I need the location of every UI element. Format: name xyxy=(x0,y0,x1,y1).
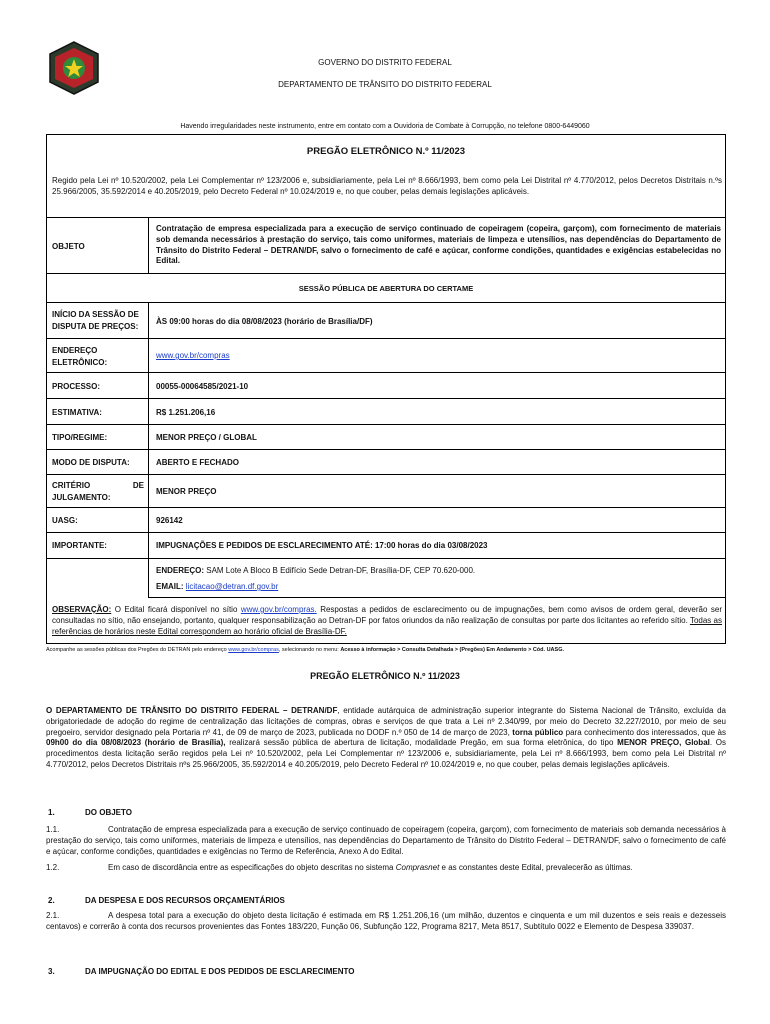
footnote-b: , selecionando no menu: xyxy=(278,647,341,653)
row-label-cell xyxy=(46,424,149,450)
section-1-2-text-b: e as constantes deste Edital, prevalecerão as últimas. xyxy=(439,863,633,872)
row-label: PROCESSO: xyxy=(52,382,101,391)
intro-bold-4: MENOR PREÇO, Global xyxy=(617,738,710,748)
row-value: ABERTO E FECHADO xyxy=(156,458,239,467)
footnote-c: Acesso à informação > Consulta Detalhada > (Pregões) Em Andamento > Cód. UASG. xyxy=(340,647,564,653)
row-value-cell xyxy=(148,449,726,475)
endereco-label: ENDEREÇO: xyxy=(156,566,205,575)
row-label: INÍCIO DA SESSÃO DE DISPUTA DE PREÇOS: xyxy=(52,310,139,331)
footnote xyxy=(46,647,726,653)
section-2-1-text: A despesa total para a execução do objeto desta licitação é estimada em R$ 1.251.206,16 (um milhão, duzentos e cinquenta e um mil duzentos e seis reais e dezesseis centavos) e correrão à conta dos recursos provenientes das Fontes 183/220, Função 06, Subfunção 122, Programa 8217, Meta 8517, Subtítulo 0022 e Elemento de Despesa 339037. xyxy=(46,911,726,931)
row-label: IMPORTANTE: xyxy=(52,541,107,550)
row-value-cell xyxy=(148,372,726,399)
section-2-number: 2. xyxy=(48,896,55,905)
row-value: MENOR PREÇO xyxy=(156,487,217,496)
email-link[interactable]: licitacao@detran.df.gov.br xyxy=(185,582,279,591)
intro-bold-1: O DEPARTAMENTO DE TRÂNSITO DO DISTRITO FEDERAL – DETRAN/DF xyxy=(46,706,338,715)
objeto-text-cell xyxy=(148,217,726,274)
row-label-cell xyxy=(46,338,149,373)
section-1-1-text: Contratação de empresa especializada para a execução de serviço continuado de copeiragem (copeira, garçom), com fornecimento de materiais sob demanda necessários à prestação do serviço, tais como uniformes, materiais de limpeza e utensílios, nas dependências do Departamento de Trânsito do Distrito Federal – DETRAN/DF, salvo o fornecimento de café e açúcar, conforme condições, quantidades e exigências no Termo de Referência, Anexo A do Edital. xyxy=(46,825,726,856)
section-1-1 xyxy=(46,825,726,857)
intro-bold-3: 09h00 do dia 08/08/2023 (horário de Brasília), xyxy=(46,738,226,748)
obs-text-1: O Edital ficará disponível no sítio xyxy=(111,605,241,614)
sessao-title: SESSÃO PÚBLICA DE ABERTURA DO CERTAME xyxy=(298,284,474,293)
row-value: 00055-00064585/2021-10 xyxy=(156,382,249,391)
email-label: EMAIL: xyxy=(156,582,184,591)
section-1-2-text-a: Em caso de discordância entre as especificações do objeto descritas no sistema xyxy=(108,863,396,872)
section-2-title: DA DESPESA E DOS RECURSOS ORÇAMENTÁRIOS xyxy=(85,896,285,905)
section-1-1-number: 1.1. xyxy=(46,825,60,834)
section-3-title: DA IMPUGNAÇÃO DO EDITAL E DOS PEDIDOS DE ESCLARECIMENTO xyxy=(85,967,355,976)
contact-cell xyxy=(148,558,726,598)
section-1-2 xyxy=(108,863,633,872)
intro-paragraph xyxy=(46,706,726,771)
row-value: IMPUGNAÇÕES E PEDIDOS DE ESCLARECIMENTO ATÉ: 17:00 horas do dia 03/08/2023 xyxy=(156,541,488,550)
endereco-value: SAM Lote A Bloco B Edifício Sede Detran-DF, Brasília-DF, CEP 70.620-000. xyxy=(206,566,476,575)
objeto-text: Contratação de empresa especializada para a execução de serviço continuado de copeiragem (copeira, garçom), com fornecimento de materiais sob demanda necessários à prestação do serviço, tais como uniformes, materiais de limpeza e utensílios, nas dependências do Departamento de Trânsito do Distrito Federal – DETRAN/DF, salvo o fornecimento de café e açúcar, conforme condições, quantidades e exigências estabelecidas no Edital. xyxy=(156,224,721,266)
intro-text-a: , entidade autárquica de administração superior integrante do Sistema Nacional de Trânsito, excluída da obrigatoriedade de adoção do regime de centralização das licitações de compras, obras e serviços de que trata a Lei nº 2.340/99, por meio do Decreto 32.227/2010, por meio de seu pregoeiro, servidor designado pela Portaria nº 41, de 09 de março de 2023, publicada no DODF n.º 050 de 14 de março de 2023, xyxy=(46,706,726,737)
row-label-cell xyxy=(46,372,149,399)
regido-text: Regido pela Lei nº 10.520/2002, pela Lei Complementar nº 123/2006 e, subsidiariamente, pela Lei nº 8.666/1993, bem como pela Lei Distrital nº 4.770/2012, pelos Decretos Distritais n.ºs 25.966/2005, 35.592/2014 e 40.205/2019, pelo Decreto Federal nº 10.024/2019 e, no que couber, pelas demais legislações aplicáveis. xyxy=(52,176,722,196)
header-dept: DEPARTAMENTO DE TRÂNSITO DO DISTRITO FEDERAL xyxy=(278,80,492,89)
section-2-1 xyxy=(46,911,726,933)
row-label-cell xyxy=(46,398,149,425)
objeto-label-cell xyxy=(46,217,149,274)
warning-line: Havendo irregularidades neste instrumento, entre em contato com a Ouvidoria de Combate à Corrupção, no telefone 0800-6449060 xyxy=(180,123,590,130)
row-value: R$ 1.251.206,16 xyxy=(156,408,216,417)
objeto-label: OBJETO xyxy=(52,242,85,251)
row-label: MODO DE DISPUTA: xyxy=(52,458,130,467)
row-value: ÀS 09:00 horas do dia 08/08/2023 (horário de Brasília/DF) xyxy=(156,317,373,326)
row-label: UASG: xyxy=(52,516,78,525)
obs-text-3: Todas as referências de horários neste Edital correspondem ao horário oficial de Brasília-DF. xyxy=(52,615,722,636)
row-label: ESTIMATIVA: xyxy=(52,408,102,417)
header-gov: GOVERNO DO DISTRITO FEDERAL xyxy=(318,58,452,67)
section-1-number: 1. xyxy=(48,808,55,817)
section-3-number: 3. xyxy=(48,967,55,976)
row-value-cell xyxy=(148,532,726,559)
row-value: MENOR PREÇO / GLOBAL xyxy=(156,433,257,442)
intro-text-c: para conhecimento dos interessados, que às xyxy=(563,727,727,737)
obs-label: OBSERVAÇÃO: xyxy=(52,605,112,614)
compras-link[interactable]: www.gov.br/compras xyxy=(156,351,230,360)
section-2-1-number: 2.1. xyxy=(46,911,60,920)
footnote-a: Acompanhe as sessões públicas dos Pregões do DETRAN pelo endereço xyxy=(46,647,229,653)
row-value-cell xyxy=(148,507,726,533)
row-label: TIPO/REGIME: xyxy=(52,433,108,442)
section-1-2-number: 1.2. xyxy=(46,863,60,872)
row-value-cell xyxy=(148,424,726,450)
row-label-cell xyxy=(46,507,149,533)
section-1-title: DO OBJETO xyxy=(85,808,132,817)
observacao xyxy=(52,605,722,637)
row-value-cell xyxy=(148,302,726,339)
row-label-cell xyxy=(46,302,149,339)
row-value-cell xyxy=(148,338,726,373)
row-label-cell xyxy=(46,449,149,475)
body-title: PREGÃO ELETRÔNICO N.º 11/2023 xyxy=(310,671,460,681)
intro-bold-2: torna público xyxy=(512,727,564,737)
intro-text-e: realizará sessão pública de abertura de licitação, modalidade Pregão, em sua forma eletrônica, do tipo xyxy=(225,738,618,748)
obs-compras-link[interactable]: www.gov.br/compras. xyxy=(240,605,317,614)
section-1-2-italic: Comprasnet xyxy=(395,863,440,872)
box-title: PREGÃO ELETRÔNICO N.º 11/2023 xyxy=(306,146,466,157)
row-label: CRITÉRIO DE JULGAMENTO: xyxy=(52,481,144,502)
row-label: ENDEREÇO ELETRÔNICO: xyxy=(52,346,108,367)
intro-text-g: . Os procedimentos desta licitação serão regidos pela Lei nº 10.520/2002, pela Lei Complementar nº 123/2006 e, subsidiariamente, pela Lei nº 8.666/1993, bem como pela Lei Distrital nº 4.770/2012, pelos Decretos Distritais nºs 25.966/2005, 35.592/2014 e 40.205/2019, pelo Decreto Federal nº 10.024/2019 e, no que couber, pelas demais legislações aplicáveis. xyxy=(46,738,727,769)
footnote-link[interactable]: www.gov.br/compras xyxy=(228,647,279,653)
sessao-cell xyxy=(46,273,726,303)
row-value: 926142 xyxy=(156,516,183,525)
row-value-cell xyxy=(148,474,726,508)
obs-text-2: Respostas a pedidos de esclarecimento ou de impugnações, bem como avisos de ordem geral, deverão ser consultadas no sítio, não ensejando, portanto, qualquer responsabilização ao Detran-DF por fatos oriundos da não realização de consultas por parte dos licitantes ao referido sítio. xyxy=(52,605,723,625)
row-value-cell xyxy=(148,398,726,425)
row-label-cell xyxy=(46,474,149,508)
row-label-cell xyxy=(46,532,149,559)
